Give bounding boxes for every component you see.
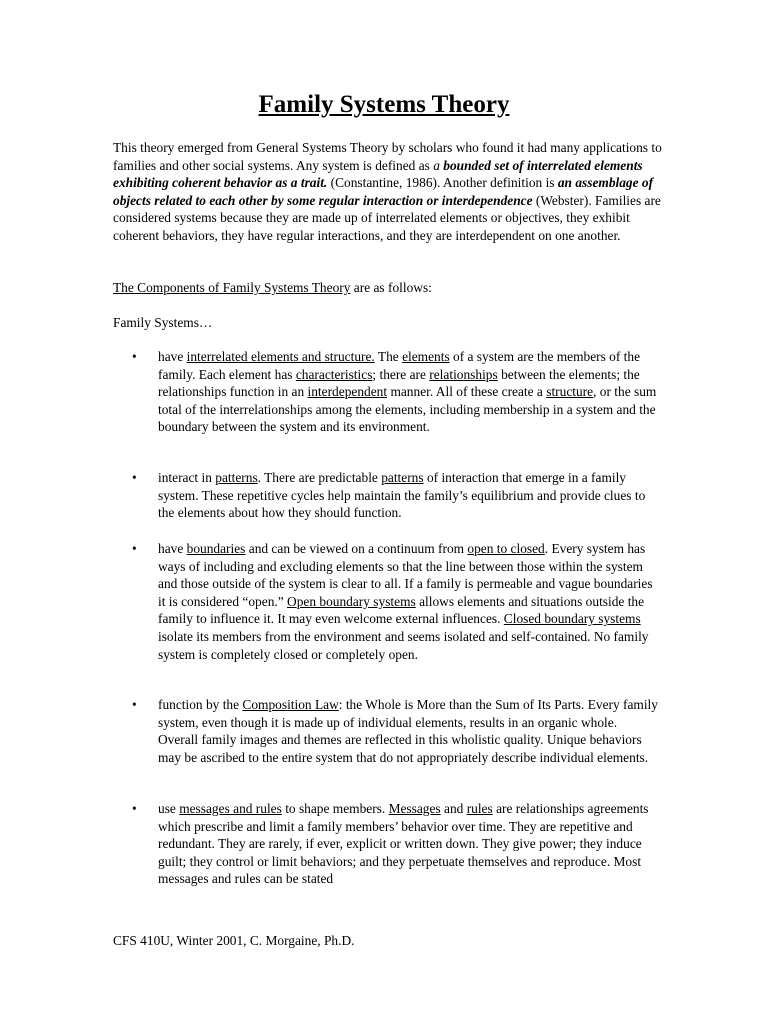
item-text: of a system are the members of the family. Each element has <box>158 349 641 382</box>
item-term: Messages <box>388 801 441 816</box>
bullet-icon: • <box>132 541 137 556</box>
list-item <box>158 696 658 766</box>
page-title: Family Systems Theory <box>258 91 510 118</box>
components-heading-underlined: The Components of Family Systems Theory <box>113 280 351 295</box>
item-text: isolate its members from the environment and seems isolated and self-contained. No family system is completely closed or completely open. <box>158 628 649 662</box>
list-item <box>158 469 658 522</box>
item-term: patterns <box>381 470 424 485</box>
item-text: allows elements and situations outside the family to influence it. It may even welcome external influences. <box>158 593 645 627</box>
item-term: Closed boundary systems <box>503 611 641 627</box>
item-term: patterns <box>215 470 258 485</box>
item-text: . Every system has ways of including and excluding elements so that the line between those within the system and those outside of the system is clear to all. If a family is permeable and vague boundaries it is considered “open.” <box>158 541 653 609</box>
list-item <box>158 800 658 888</box>
item-term: Open boundary systems <box>287 593 416 609</box>
item-text: have <box>158 541 187 556</box>
page-footer: CFS 410U, Winter 2001, C. Morgaine, Ph.D. <box>113 933 355 948</box>
item-text: of interaction that emerge in a family system. These repetitive cycles help maintain the family’s equilibrium and provide clues to the elements about how they should function. <box>158 470 646 521</box>
intro-text-3: (Constantine, 1986). Another definition is <box>327 175 558 191</box>
item-term: Composition Law <box>242 697 339 712</box>
definition-webster: an assemblage of objects related to each other by some regular interaction or interdependence <box>113 175 654 208</box>
item-text: : the Whole is More than the Sum of Its Parts. Every family system, even though it is made up of individual elements, results in an organic whole. Overall family images and themes are reflected in this wholistic quality. Unique behaviors may be ascribed to the entire system that do not appropriately describe individual elements. <box>158 697 658 765</box>
item-term: messages and rules <box>179 801 282 816</box>
item-text: between the elements; the relationships function in an <box>158 366 640 400</box>
intro-text-2: a <box>433 157 444 173</box>
intro-text-1: This theory emerged from General Systems Theory by scholars who found it had many applications to families and other social systems. Any system is defined as <box>113 140 662 173</box>
family-systems-label: Family Systems… <box>113 315 213 330</box>
item-text: to shape members. <box>281 801 389 816</box>
item-text: have <box>158 349 187 364</box>
item-text: The <box>374 349 403 364</box>
item-text: . There are predictable <box>257 470 382 485</box>
item-text: interact in <box>158 470 216 485</box>
intro-paragraph <box>113 139 673 245</box>
item-text: and can be viewed on a continuum from <box>245 541 468 556</box>
item-term: elements <box>402 349 450 364</box>
item-term: characteristics <box>295 366 373 382</box>
list-item <box>158 540 658 663</box>
item-text: use <box>158 801 180 816</box>
bullet-icon: • <box>132 801 137 816</box>
item-term: boundaries <box>186 541 246 556</box>
bullet-icon: • <box>132 349 137 364</box>
item-term: interrelated elements and structure. <box>186 349 375 364</box>
components-heading-rest: are as follows: <box>350 280 432 295</box>
item-text: are relationships agreements which prescribe and limit a family members’ behavior over time. They are repetitive and redundant. They are rarely, if ever, explicit or written down. They give power; they induce guilt; they control or limit behaviors; and they perpetuate themselves and reproduce. Most messages and rules can be stated <box>158 801 649 887</box>
item-text: ; there are <box>372 366 430 382</box>
definition-constantine: bounded set of interrelated elements exhibiting coherent behavior as a trait. <box>113 157 643 191</box>
item-text: , or the sum total of the interrelationships among the elements, including membership in a system and the boundary between the system and its environment. <box>158 384 657 435</box>
intro-text-4: (Webster). Families are considered systems because they are made up of interrelated elements or objectives, they exhibit coherent behaviors, they have regular interactions, and they are interdependent on one another. <box>113 192 661 243</box>
bullet-icon: • <box>132 697 137 712</box>
item-text: function by the <box>158 697 243 712</box>
item-term: structure <box>546 384 594 400</box>
item-text: and <box>440 801 467 816</box>
bullet-icon: • <box>132 470 137 485</box>
item-term: open to closed <box>467 541 545 556</box>
item-text: manner. All of these create a <box>387 384 547 400</box>
item-term: relationships <box>429 366 498 382</box>
item-term: interdependent <box>307 384 388 400</box>
list-item <box>158 348 658 436</box>
item-term: rules <box>466 801 493 816</box>
components-heading <box>113 279 673 297</box>
